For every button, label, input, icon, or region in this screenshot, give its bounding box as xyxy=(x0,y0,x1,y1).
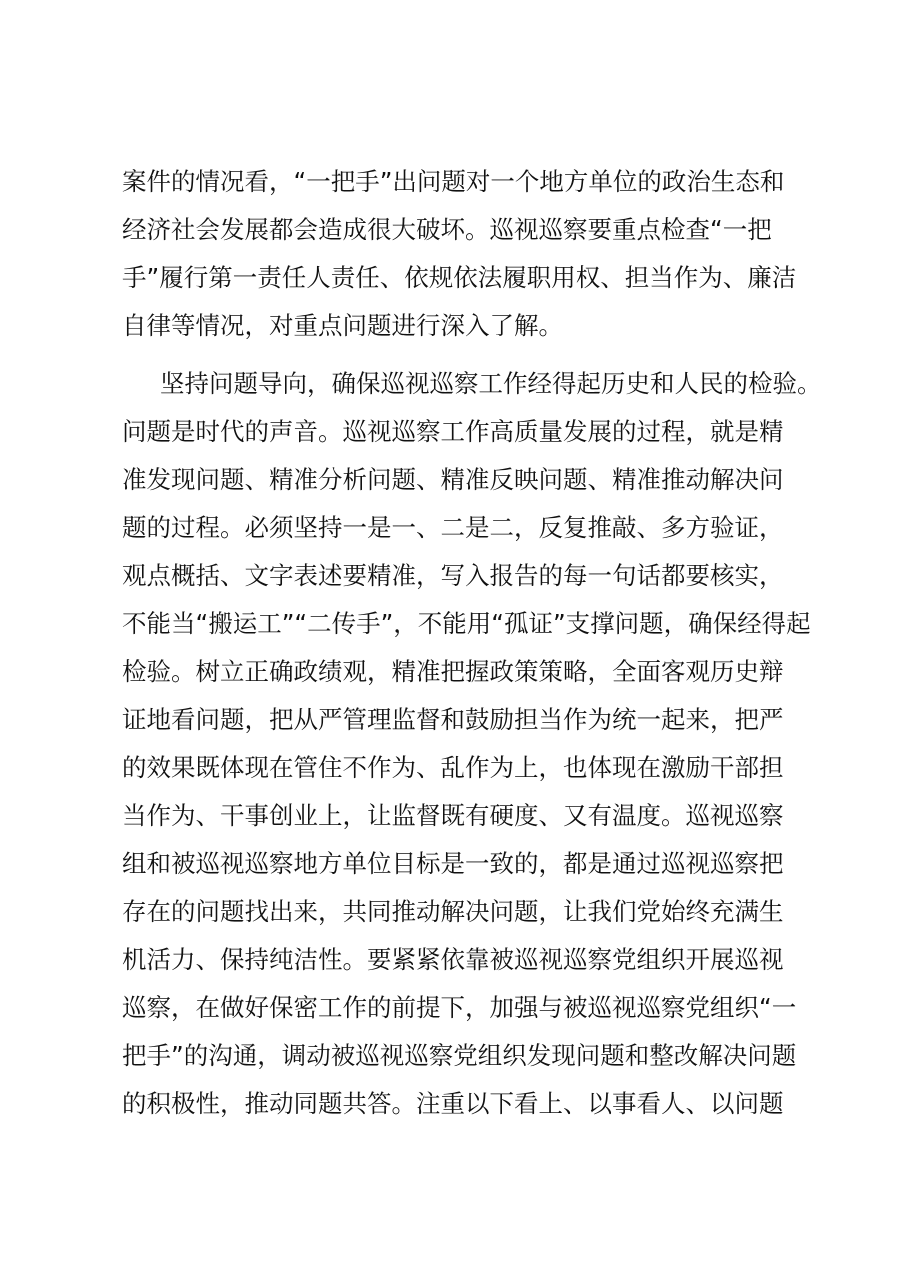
text-line: 观点概括、文字表述要精准，写入报告的每一句话都要核实， xyxy=(122,561,784,590)
text-line: 存在的问题找出来，共同推动解决问题，让我们党始终充满生 xyxy=(122,897,784,926)
text-line: 证地看问题，把从严管理监督和鼓励担当作为统一起来，把严 xyxy=(122,705,784,734)
text-line: 案件的情况看，“一把手”出问题对一个地方单位的政治生态和 xyxy=(122,167,785,196)
text-line: 准发现问题、精准分析问题、精准反映问题、精准推动解决问 xyxy=(122,465,784,494)
text-line: 问题是时代的声音。巡视巡察工作高质量发展的过程，就是精 xyxy=(122,417,784,446)
text-line: 巡察，在做好保密工作的前提下，加强与被巡视巡察党组织“一 xyxy=(122,993,797,1022)
text-line: 不能当“搬运工”“二传手”，不能用“孤证”支撑问题，确保经得起 xyxy=(122,609,811,638)
text-line: 组和被巡视巡察地方单位目标是一致的，都是通过巡视巡察把 xyxy=(122,849,784,878)
text-line: 的积极性，推动同题共答。注重以下看上、以事看人、以问题 xyxy=(122,1089,784,1118)
text-line: 题的过程。必须坚持一是一、二是二，反复推敲、多方验证， xyxy=(122,513,784,542)
text-line: 手”履行第一责任人责任、依规依法履职用权、担当作为、廉洁 xyxy=(122,263,797,292)
text-line: 自律等情况，对重点问题进行深入了解。 xyxy=(122,311,563,340)
text-line: 经济社会发展都会造成很大破坏。巡视巡察要重点检查“一把 xyxy=(122,215,772,244)
text-line: 机活力、保持纯洁性。要紧紧依靠被巡视巡察党组织开展巡视 xyxy=(122,945,784,974)
text-line: 检验。树立正确政绩观，精准把握政策策略，全面客观历史辩 xyxy=(122,657,784,686)
paragraph-first-line: 坚持问题导向，确保巡视巡察工作经得起历史和人民的检验。 xyxy=(160,369,822,398)
text-line: 当作为、干事创业上，让监督既有硬度、又有温度。巡视巡察 xyxy=(122,801,784,830)
text-line: 的效果既体现在管住不作为、乱作为上，也体现在激励干部担 xyxy=(122,753,784,782)
text-line: 把手”的沟通，调动被巡视巡察党组织发现问题和整改解决问题 xyxy=(122,1041,797,1070)
